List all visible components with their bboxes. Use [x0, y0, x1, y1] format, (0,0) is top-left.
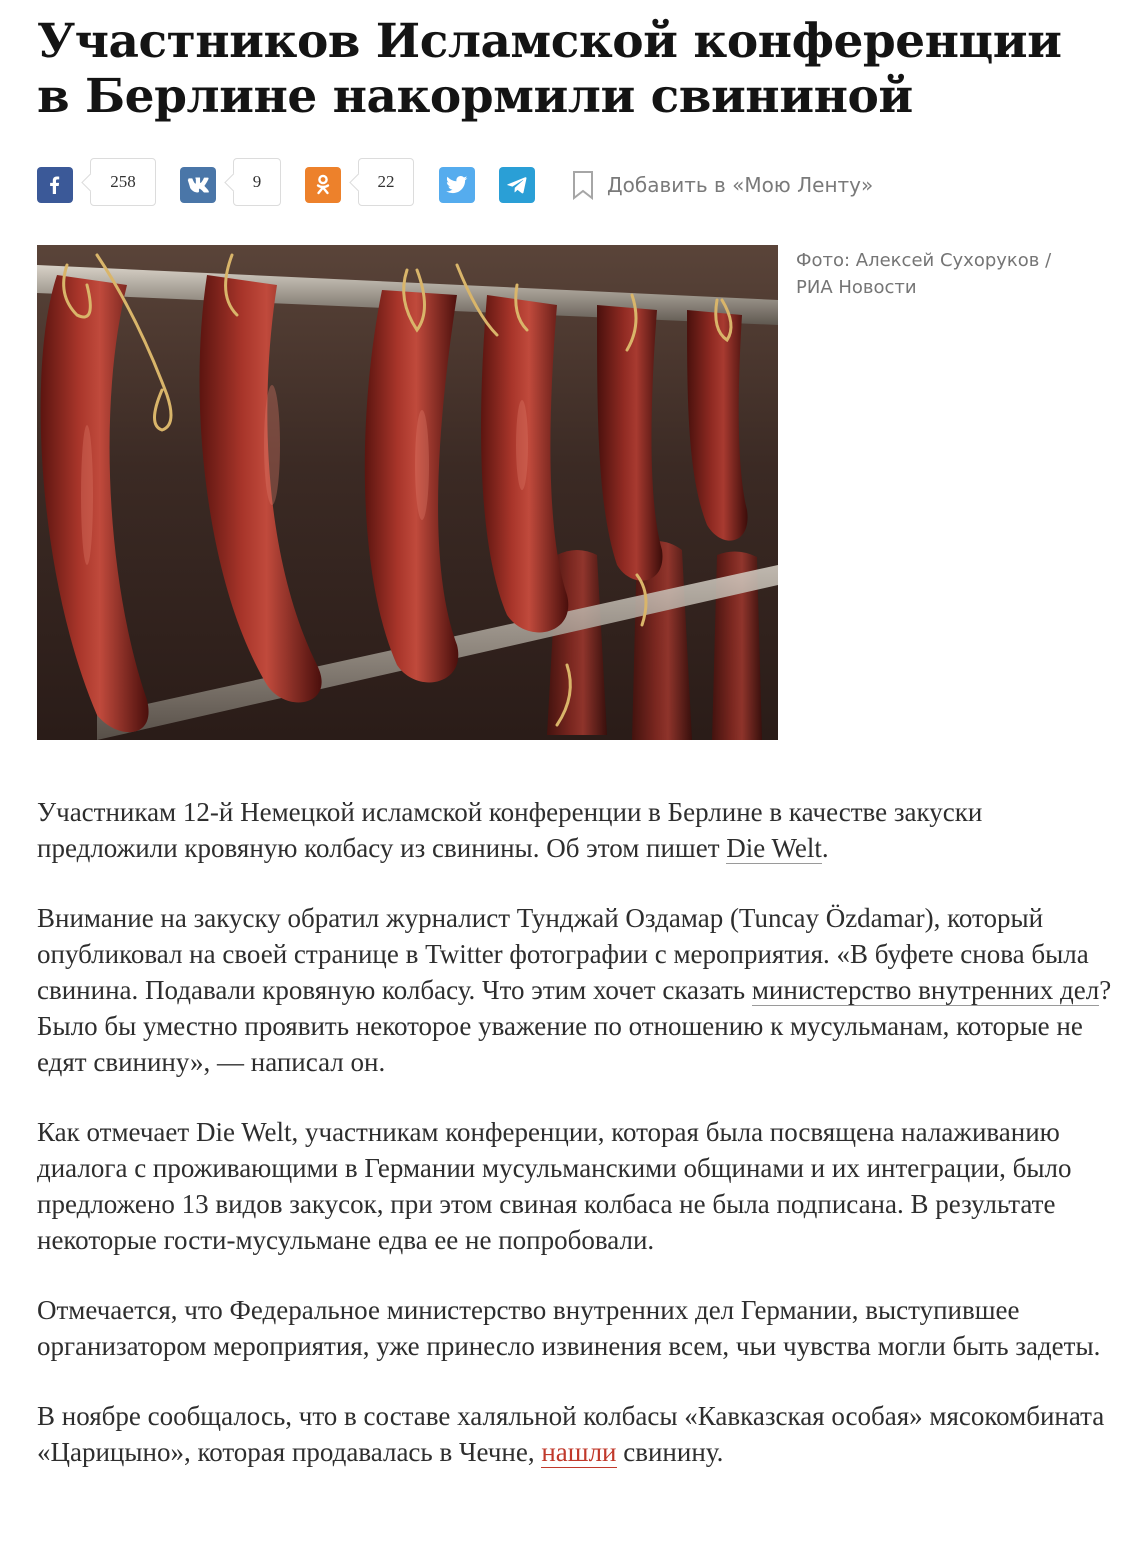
- odnoklassniki-icon: [315, 174, 331, 196]
- telegram-icon: [507, 176, 527, 194]
- die-welt-link[interactable]: Die Welt: [726, 833, 822, 863]
- paragraph-2-end: ? Было бы уместно проявить некоторое уважение по отношению к мусульманам, которые не едят свинину», — написал он.: [37, 975, 1112, 1077]
- article-headline: [37, 14, 1107, 124]
- paragraph-1-end: .: [821, 833, 829, 863]
- paragraph-3: Как отмечает Die Welt, участникам конференции, которая была посвящена налаживанию диалога с проживающими в Германии мусульманскими общинами и их интеграции, было предложено 13 видов закусок, при этом свиная колбаса не была подписана. В результате некоторые гости-мусульмане едва ее не попробовали.: [37, 1117, 1072, 1255]
- add-to-my-feed-label: Добавить в «Мою Ленту»: [607, 173, 874, 197]
- article-body: [37, 794, 1112, 1504]
- paragraph-5: [37, 1398, 1112, 1470]
- twitter-icon: [446, 176, 468, 194]
- paragraph-2-text: Внимание на закуску обратил журналист Тунджай Оздамар (Tuncay Özdamar), который опубликовал на своей странице в Twitter фотографии с мероприятия. «В буфете снова была свинина. Подавали кровяную колбасу. Что этим хочет сказать: [37, 903, 1089, 1005]
- odnoklassniki-share-button[interactable]: [305, 167, 341, 203]
- paragraph-1: [37, 794, 1112, 866]
- facebook-share-button[interactable]: [37, 167, 73, 203]
- sausages-image: [37, 245, 778, 740]
- paragraph-5-text: В ноябре сообщалось, что в составе халяльной колбасы «Кавказская особая» мясокомбината «Царицыно», которая продавалась в Чечне,: [37, 1401, 1105, 1467]
- interior-ministry-link[interactable]: министерство внутренних дел: [751, 975, 1100, 1005]
- vk-icon: [186, 177, 210, 193]
- paragraph-5-end: свинину.: [616, 1437, 724, 1467]
- headline-line-1: Участников Исламской конференции: [37, 14, 1062, 69]
- paragraph-4: Отмечается, что Федеральное министерство внутренних дел Германии, выступившее организатором мероприятия, уже принесло извинения всем, чьи чувства могли быть задеты.: [37, 1295, 1101, 1361]
- found-pork-link[interactable]: нашли: [541, 1437, 617, 1467]
- twitter-share-button[interactable]: [439, 167, 475, 203]
- headline-line-2: в Берлине накормили свининой: [37, 69, 913, 124]
- bookmark-icon: [572, 170, 594, 200]
- paragraph-1-text: Участникам 12-й Немецкой исламской конференции в Берлине в качестве закуски предложили кровяную колбасу из свинины. Об этом пишет: [37, 797, 983, 863]
- odnoklassniki-share-count: 22: [358, 158, 414, 206]
- photo-caption: [796, 247, 1096, 301]
- vk-share-button[interactable]: [180, 167, 216, 203]
- article-photo: [37, 245, 778, 740]
- share-bar: [37, 158, 1107, 210]
- facebook-icon: [45, 175, 65, 195]
- paragraph-2: [37, 900, 1112, 1080]
- telegram-share-button[interactable]: [499, 167, 535, 203]
- photo-caption-line-2: РИА Новости: [796, 277, 917, 298]
- vk-share-count: 9: [233, 158, 281, 206]
- photo-caption-line-1: Фото: Алексей Сухоруков /: [796, 250, 1052, 271]
- add-to-my-feed-button[interactable]: [572, 170, 873, 200]
- facebook-share-count: 258: [90, 158, 156, 206]
